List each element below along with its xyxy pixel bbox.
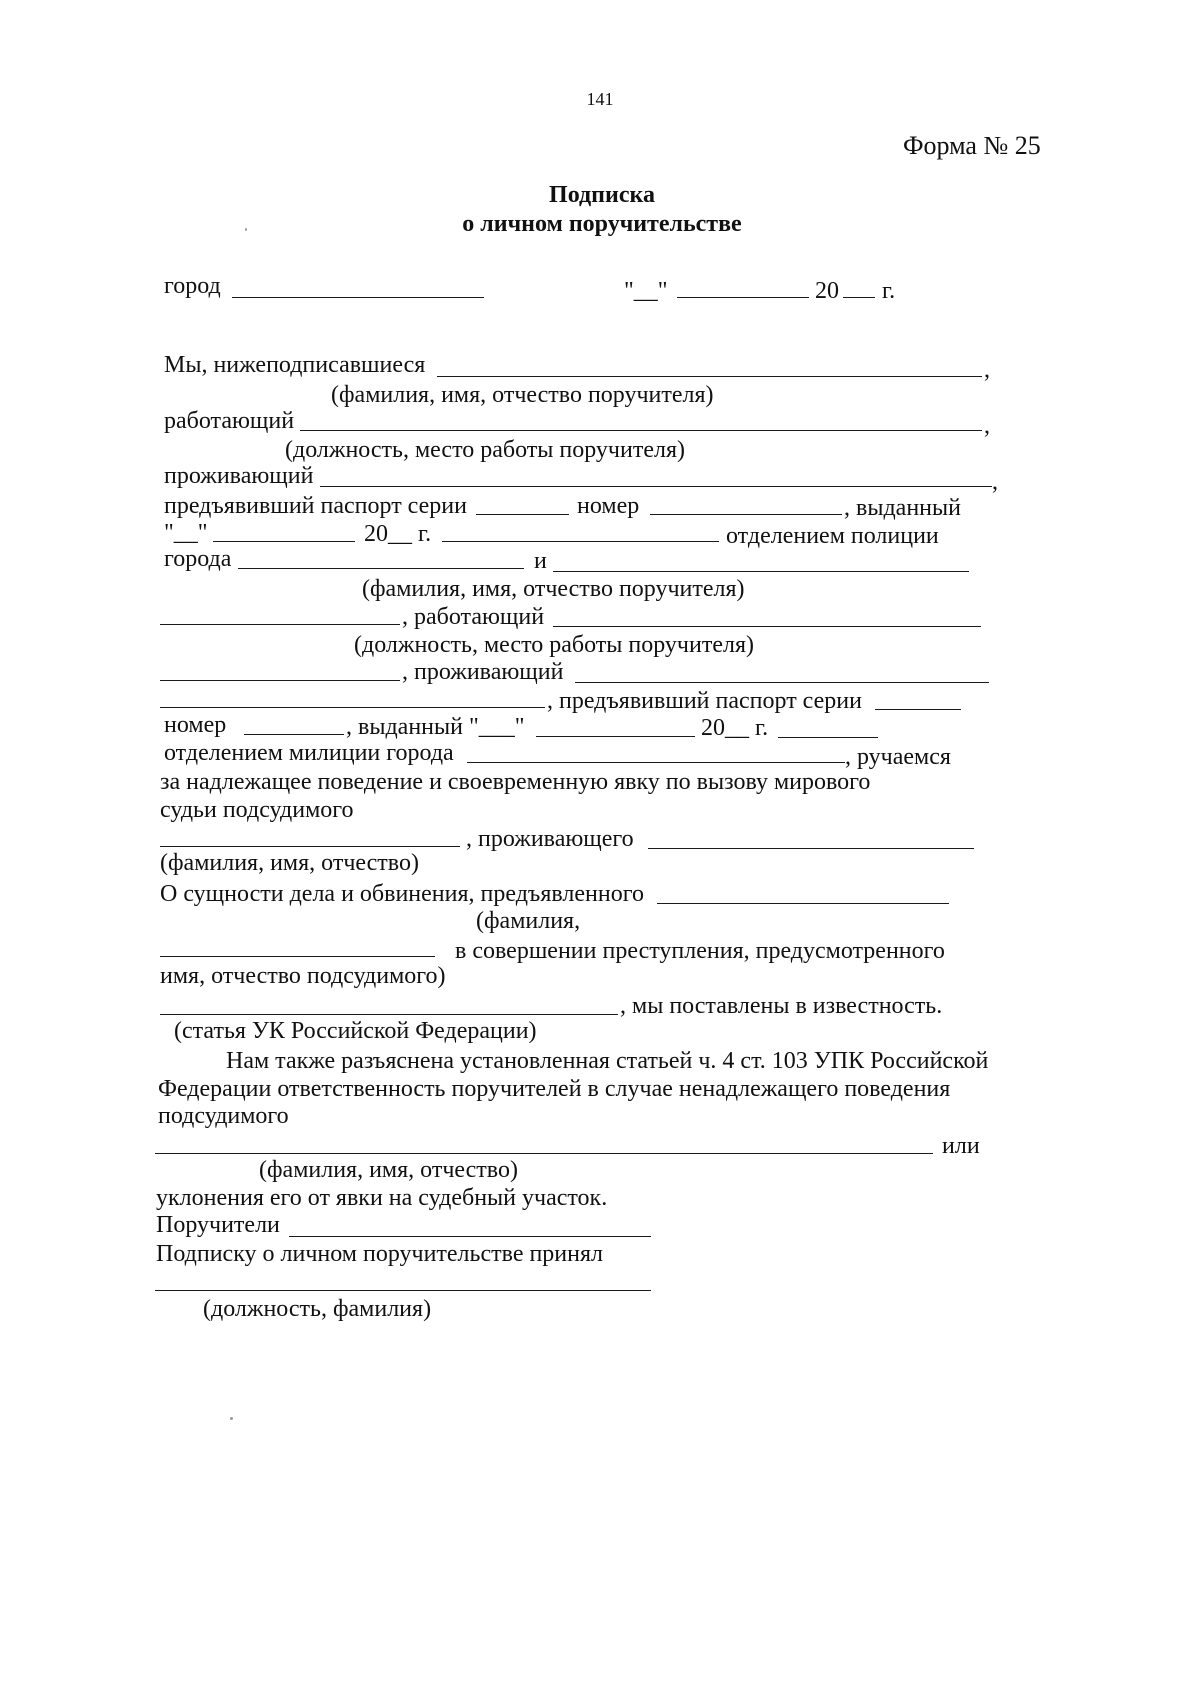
caption-guarantor-work: (должность, место работы поручителя) xyxy=(285,437,685,463)
passport-number-label: номер xyxy=(577,493,640,519)
body-text: О сущности дела и обвинения, предъявленного xyxy=(160,881,644,907)
guarantor2-passport-series-field[interactable] xyxy=(875,709,961,710)
caption-guarantor-name: (фамилия, имя, отчество поручителя) xyxy=(331,382,714,408)
caption-defendant-name: имя, отчество подсудимого) xyxy=(160,963,446,989)
guarantor1-issue-date-field[interactable] xyxy=(442,541,719,542)
body-text: Нам также разъяснена установленная статьей ч. 4 ст. 103 УПК Российской xyxy=(226,1048,989,1074)
guarantor2-passport-number-field[interactable] xyxy=(244,734,344,735)
passport-series-label: предъявивший паспорт серии xyxy=(164,493,467,519)
date-year-field[interactable] xyxy=(843,297,875,298)
guarantor2-issue-month-field[interactable] xyxy=(536,736,695,737)
body-text: судьи подсудимого xyxy=(160,797,354,823)
caption-full-name: (фамилия, имя, отчество) xyxy=(160,850,419,876)
defendant-address-field[interactable] xyxy=(648,848,974,849)
or-label: или xyxy=(942,1133,980,1159)
comma: , xyxy=(992,469,998,495)
charged-person-field[interactable] xyxy=(657,903,949,904)
residing-label: , проживающий xyxy=(402,659,564,685)
body-text: , мы поставлены в известность. xyxy=(620,993,943,1019)
comma: , xyxy=(984,413,990,439)
guarantor2-name-cont-field[interactable] xyxy=(160,624,400,625)
body-text: Федерации ответственность поручителей в случае ненадлежащего поведения xyxy=(158,1076,951,1102)
guarantor1-issue-month-field[interactable] xyxy=(213,541,355,542)
date-year-suffix: г. xyxy=(882,278,896,304)
body-text: в совершении преступления, предусмотренного xyxy=(455,938,945,964)
guarantor1-work-field[interactable] xyxy=(300,430,982,431)
issued-day-label: , выданный "___" xyxy=(346,714,525,740)
guarantor1-police-city-field[interactable] xyxy=(238,568,524,569)
guarantor2-address-cont-field[interactable] xyxy=(160,707,545,708)
caption-position-surname: (должность, фамилия) xyxy=(203,1296,432,1322)
guarantor2-work-cont-field[interactable] xyxy=(160,680,400,681)
undersigned-label: Мы, нижеподписавшиеся xyxy=(164,352,426,378)
scan-speck xyxy=(245,228,247,231)
guarantor1-name-field[interactable] xyxy=(437,376,982,377)
guarantors-label: Поручители xyxy=(156,1212,280,1238)
city-field[interactable] xyxy=(232,297,484,298)
body-text: за надлежащее поведение и своевременную явку по вызову мирового xyxy=(160,769,871,795)
guarantor2-address-field[interactable] xyxy=(575,682,989,683)
accepted-by-label: Подписку о личном поручительстве принял xyxy=(156,1241,604,1267)
militia-dept-label: отделением милиции города xyxy=(164,740,454,766)
working-label: работающий xyxy=(164,408,295,434)
date-year-prefix: 20 xyxy=(815,278,839,304)
caption-criminal-code-article: (статья УК Российской Федерации) xyxy=(174,1018,537,1044)
page-number: 141 xyxy=(586,89,614,109)
issue-year-label: 20__ г. xyxy=(364,521,432,547)
caption-guarantor-work: (должность, место работы поручителя) xyxy=(354,632,754,658)
date-month-field[interactable] xyxy=(677,297,809,298)
defendant-name-field[interactable] xyxy=(160,846,460,847)
caption-full-name: (фамилия, имя, отчество) xyxy=(259,1157,518,1183)
city-of-label: города xyxy=(164,546,232,572)
caption-guarantor-name: (фамилия, имя, отчество поручителя) xyxy=(362,576,745,602)
form-number: Форма № 25 xyxy=(903,131,1041,160)
body-text: подсудимого xyxy=(158,1103,289,1129)
charged-person-cont-field[interactable] xyxy=(160,956,435,957)
issued-label: , выданный xyxy=(844,495,961,521)
passport-number-label: номер xyxy=(164,712,227,738)
guarantor2-militia-city-field[interactable] xyxy=(467,762,845,763)
issue-year-label: 20__ г. xyxy=(701,715,769,741)
issue-day-quotes: "__" xyxy=(164,520,208,546)
scan-speck xyxy=(230,1417,233,1420)
working-label: , работающий xyxy=(402,604,545,630)
guarantors-signature-field[interactable] xyxy=(289,1236,651,1237)
date-day-quotes: "__" xyxy=(624,278,668,304)
passport-series-label: , предъявивший паспорт серии xyxy=(547,688,862,714)
guarantor1-address-field[interactable] xyxy=(320,486,992,487)
residing-defendant-label: , проживающего xyxy=(466,826,634,852)
guarantor1-passport-series-field[interactable] xyxy=(476,514,569,515)
caption-surname: (фамилия, xyxy=(476,908,581,934)
guarantor2-name-field[interactable] xyxy=(553,571,969,572)
and-label: и xyxy=(534,548,547,574)
city-label: город xyxy=(164,273,221,299)
defendant-name-2-field[interactable] xyxy=(155,1153,933,1154)
vouch-label: , ручаемся xyxy=(845,744,951,770)
document-title: Подписка xyxy=(549,182,655,208)
guarantor2-work-field[interactable] xyxy=(553,626,981,627)
comma: , xyxy=(984,357,990,383)
police-dept-label: отделением полиции xyxy=(726,523,939,549)
residing-label: проживающий xyxy=(164,463,314,489)
accepted-by-field[interactable] xyxy=(155,1290,651,1291)
body-text: уклонения его от явки на судебный участок. xyxy=(156,1185,608,1211)
guarantor2-issue-date-field[interactable] xyxy=(778,737,878,738)
guarantor1-passport-number-field[interactable] xyxy=(650,514,842,515)
document-subtitle: о личном поручительстве xyxy=(462,211,742,237)
criminal-code-article-field[interactable] xyxy=(160,1014,618,1015)
